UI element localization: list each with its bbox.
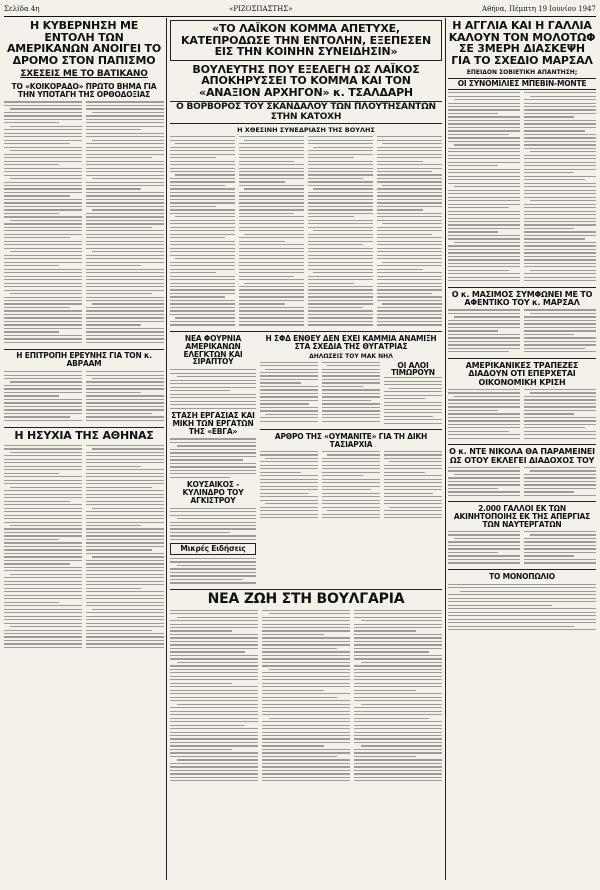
bulgaria-headline: ΝΕΑ ΖΩΗ ΣΤΗ ΒΟΥΛΓΑΡΙΑ <box>207 590 405 607</box>
column-rule <box>445 18 446 880</box>
article-text <box>448 531 596 566</box>
article-text <box>260 362 442 427</box>
marshall-headline: Ο κ. ΜΑΣΙΜΟΣ ΣΥΜΦΩΝΕΙ ΜΕ ΤΟ ΑΦΕΝΤΙΚΟ ΤΟΥ κ. ΜΑΡΣΑΛ <box>451 289 593 308</box>
article-text <box>170 508 256 541</box>
newspaper-name: «ΡΙΖΟΣΠΑΣΤΗΣ» <box>229 5 293 13</box>
article-text <box>354 610 442 784</box>
left-headline: Η ΚΥΒΕΡΝΗΣΗ ΜΕ ΕΝΤΟΛΗ ΤΩΝ ΑΜΕΡΙΚΑΝΩΝ ΑΝΟΙΓΕΙ ΤΟ ΔΡΟΜΟ ΣΤΟΝ ΠΑΠΙΣΜΟ <box>6 20 162 67</box>
article-text <box>4 101 164 345</box>
right-column <box>448 20 596 882</box>
article-text <box>308 136 373 328</box>
article-headline: ΑΡΘΡΟ ΤΗΣ «ΟΥΜΑΝΙΤΕ» ΓΙΑ ΤΗ ΔΙΚΗ ΤΑΣΙΑΡΧΙΑ <box>274 432 428 449</box>
article-text <box>260 451 442 521</box>
lead-headline: «ΤΟ ΛΑΪΚΟΝ ΚΟΜΜΑ ΑΠΕΤΥΧΕ, ΚΑΤΕΠΡΟΔΩΣΕ ΤΗΝ ΕΝΤΟΛΗΝ, ΕΞΕΠΕΣΕΝ ΕΙΣ ΤΗΝ ΚΟΙΝΗΝ ΣΥΝΕΙΔΗΣΙΝ» <box>181 22 431 59</box>
left-column <box>4 20 164 882</box>
session-article <box>170 136 442 328</box>
monopoly-headline: ΤΟ ΜΟΝΟΠΩΛΙΟ <box>489 571 555 581</box>
article-text <box>170 438 256 478</box>
union-subheadline: ΔΗΛΩΣΕΙΣ ΤΟΥ ΜΑΚ ΝΗΛ <box>309 352 393 360</box>
session-heading: Η ΧΘΕΣΙΝΗ ΣΥΝΕΔΡΙΑΣΗ ΤΗΣ ΒΟΥΛΗΣ <box>237 126 375 135</box>
center-column <box>170 20 442 882</box>
article-text <box>170 369 256 409</box>
masthead <box>4 2 596 17</box>
right-deck: ΕΠΕΙΔΟΝ ΣΟΒΙΕΤΙΚΗ ΑΠΑΝΤΗΣΗ; <box>466 69 578 77</box>
jobs-headline: 2.000 ΓΑΛΛΟΙ ΕΚ ΤΩΝ ΑΚΙΝΗΤΟΠΟΙΗΣ ΕΚ ΤΗΣ ΑΠΕΡΓΙΑΣ ΤΩΝ ΝΑΥΤΕΡΓΑΤΩΝ <box>453 504 591 530</box>
left-subheadline: ΣΧΕΣΕΙΣ ΜΕ ΤΟ ΒΑΤΙΚΑΝΟ <box>20 69 148 80</box>
article-text <box>4 371 164 423</box>
left-mid-headline: Η ΕΠΙΤΡΟΠΗ ΕΡΕΥΝΗΣ ΓΙΑ ΤΟΝ κ. ΑΒΡΑΑΜ <box>16 351 152 369</box>
banks-headline: ΑΜΕΡΙΚΑΝΙΚΕΣ ΤΡΑΠΕΖΕΣ ΔΙΑΔΟΥΝ ΟΤΙ ΕΠΕΡΧΕΤΑΙ ΟΙΚΟΝΟΜΙΚΗ ΚΡΙΣΗ <box>465 360 579 387</box>
article-text <box>377 136 442 328</box>
bulgaria-article <box>170 610 442 784</box>
talks-heading: ΟΙ ΣΥΝΟΜΙΛΙΕΣ ΜΠΕΒΙΝ-ΜΟΝΤΕ <box>448 78 596 90</box>
fighters-headline: ΝΕΑ ΦΟΥΡΝΙΑ ΑΜΕΡΙΚΑΝΩΝ ΕΛΕΓΚΤΩΝ ΚΑΙ ΣΙΡΑΠΤΟΥ <box>183 333 243 367</box>
article-text <box>448 467 596 498</box>
column-rule <box>166 18 167 880</box>
article-text <box>170 610 258 784</box>
article-text <box>239 136 304 328</box>
article-text <box>170 136 235 328</box>
left-bottom-headline: Η ΗΣΥΧΙΑ ΤΗΣ ΑΘΗΝΑΣ <box>14 429 154 443</box>
article-text <box>262 610 350 784</box>
article-text <box>448 309 596 354</box>
article-text <box>170 558 256 584</box>
koro-headline: ΚΟΥΣΑΙΚΟΣ - ΚΥΛΙΝΔΡΟ ΤΟΥ ΑΓΚΙΣΤΡΟΥ <box>182 479 244 505</box>
nicola-headline: Ο κ. ΝΤΕ ΝΙΚΟΛΑ ΘΑ ΠΑΡΑΜΕΙΝΕΙ ΩΣ ΟΤΟΥ ΕΚΛΕΓΕΙ ΔΙΑΔΟΧΟΣ ΤΟΥ <box>449 447 595 465</box>
page-number: Σελίδα 4η <box>4 5 40 13</box>
article-text <box>448 584 596 630</box>
hour-headline: ΟΙ ΑΛΟΙ ΤΙΜΩΡΟΥΝ <box>391 360 435 378</box>
left-deck: ΤΟ «ΚΟΙΚΟΡΑΔΟ» ΠΡΩΤΟ ΒΗΜΑ ΓΙΑ ΤΗΝ ΥΠΟΤΑΓΗ ΤΗΣ ΟΡΘΟΔΟΞΙΑΣ <box>11 81 157 99</box>
lead-subheadline: ΒΟΥΛΕΥΤΗΣ ΠΟΥ ΕΞΕΛΕΓΗ ΩΣ ΛΑΪΚΟΣ ΑΠΟΚΗΡΥΣΣΕΙ ΤΟ ΚΟΜΜΑ ΚΑΙ ΤΟΝ «ΑΝΑΞΙΟΝ ΑΡΧΗΓΟΝ» κ. ΤΣΑΛΔΑΡΗ <box>192 62 420 99</box>
article-text <box>448 389 596 441</box>
strike-headline: ΣΤΑΣΗ ΕΡΓΑΣΙΑΣ ΚΑΙ ΜΙΚΗ ΤΩΝ ΕΡΓΑΤΩΝ ΤΗΣ «ΕΒΓΑ» <box>171 410 255 436</box>
union-headline: Η ΣΦΔ ΕΝΘΕΥ ΔΕΝ ΕΧΕΙ ΚΑΜΜΙΑ ΑΝΑΜΙΞΗ ΣΤΑ ΣΧΕΔΙΑ ΤΗΣ ΘΥΓΑΤΡΙΑΣ <box>265 333 437 351</box>
right-headline: Η ΑΓΓΛΙΑ ΚΑΙ Η ΓΑΛΛΙΑ ΚΑΛΟΥΝ ΤΟΝ ΜΟΛΟΤΩΦ ΣΕ 3ΜΕΡΗ ΔΙΑΣΚΕΨΗ ΓΙΑ ΤΟ ΣΧΕΔΙΟ ΜΑΡΣΑΛ <box>448 20 596 67</box>
lead-banner <box>170 20 442 61</box>
lead-deck: Ο ΒΟΡΒΟΡΟΣ ΤΟΥ ΣΚΑΝΔΑΛΟΥ ΤΩΝ ΠΛΟΥΤΗΣΑΝΤΩΝ ΣΤΗΝ ΚΑΤΟΧΗ <box>170 101 442 124</box>
small-news-heading: Μικρές Ειδήσεις <box>170 543 256 555</box>
article-text <box>4 445 164 651</box>
article-text <box>448 92 596 284</box>
issue-date: Αθήνα, Πέμπτη 19 Ιουνίου 1947 <box>482 5 596 13</box>
